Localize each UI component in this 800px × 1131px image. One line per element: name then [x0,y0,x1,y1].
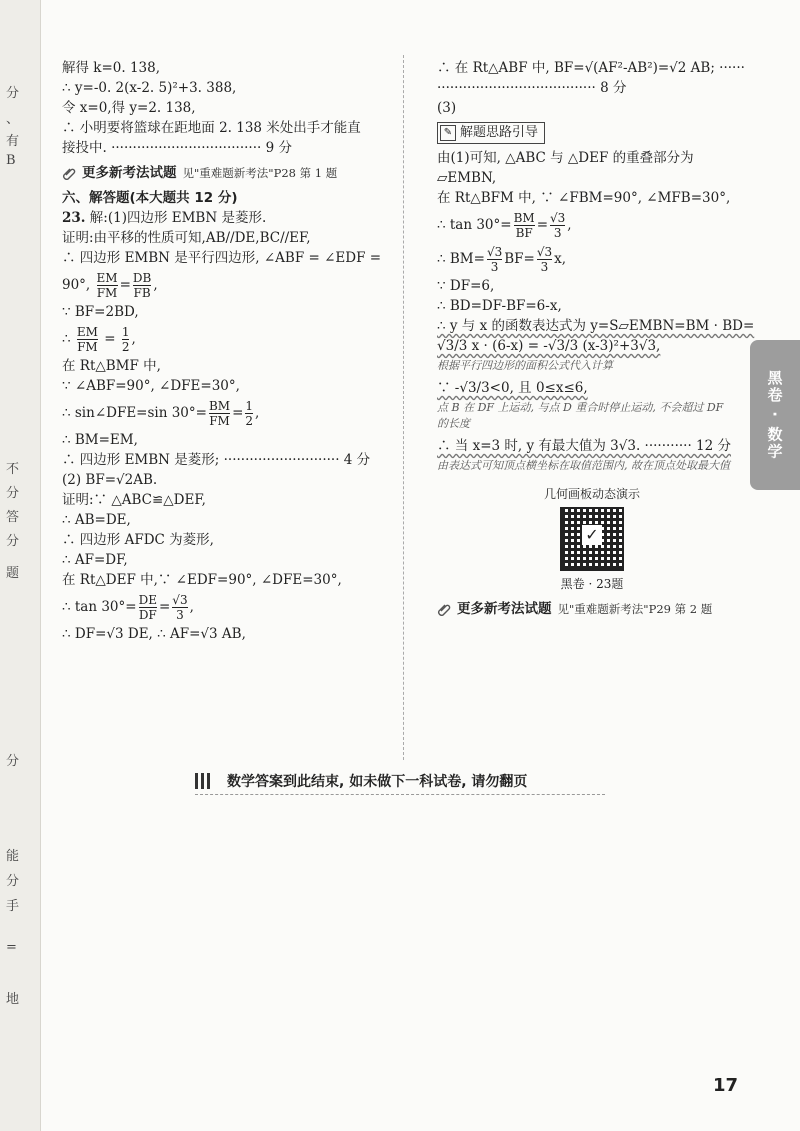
text-fragment: ∴ tan 30°= [437,217,512,233]
text-line: 接投中. ··································· 9 分 [62,140,292,156]
paperclip-icon [437,602,451,616]
text-fragment: ∴ [62,331,75,347]
edge-char: 分 [6,486,20,501]
text-line: √3/3 x · (6-x) = -√3/3 (x-3)²+3√3, [437,338,661,354]
text-line: ∵ BF=2BD, [62,304,139,320]
denominator: FM [96,286,118,300]
column-divider [403,55,404,760]
hint-label: 解题思路引导 [460,125,539,140]
text-line: ∴ 在 Rt△ABF 中, BF=√(AF²-AB²)=√2 AB; ······ [437,60,745,76]
text-line: ▱EMBN, [437,170,497,186]
edge-char: 分 [6,534,20,549]
hint-line [437,118,737,148]
edge-char: 、 [6,112,20,127]
fraction-line [62,268,392,302]
fraction-line [62,396,392,430]
edge-char: 能 [6,849,20,864]
text-line: 在 Rt△BFM 中, ∵ ∠FBM=90°, ∠MFB=30°, [437,190,731,206]
fraction [122,325,130,354]
edge-char: 手 [6,899,20,914]
qr-caption: 黑卷 · 23题 [560,577,624,591]
fraction [133,271,151,300]
text-line: ∴ y 与 x 的函数表达式为 y=S▱EMBN=BM · BD= [437,318,755,334]
numerator: 1 [245,399,254,413]
numerator: DB [132,271,152,285]
handwritten-note: 点 B 在 DF 上运动, 与点 D 重合时停止运动, 不会超过 DF 的长度 [437,401,724,430]
fraction-line [437,208,737,242]
text-fragment: = [119,277,131,293]
fraction-line [62,590,392,624]
more-questions-ref: 见"重难题新考法"P29 第 2 题 [557,602,713,616]
denominator: 3 [487,259,502,274]
text-line: 证明:∵ △ABC≌△DEF, [62,492,206,508]
numerator: √3 [486,245,503,259]
text-fragment: = [158,599,171,615]
text-fragment: , [255,405,260,421]
edge-char: 答 [6,510,20,525]
more-questions-title: 更多新考法试题 [457,601,552,617]
qr-title: 几何画板动态演示 [543,487,640,501]
denominator: 2 [245,414,254,428]
text-line: ····································· 8 分 [437,80,627,96]
numerator: DE [138,593,157,607]
subject-side-tab: 黑卷 · 数学 [750,340,800,490]
text-fragment: , [567,217,572,233]
more-questions-ref: 见"重难题新考法"P28 第 1 题 [182,166,338,180]
edge-char: = [6,940,17,955]
lightbulb-icon: ✎ [440,125,456,141]
fraction [514,211,535,240]
text-line: ∴ DF=√3 DE, ∴ AF=√3 AB, [62,626,246,642]
edge-char: 分 [6,874,20,889]
fraction [209,399,230,428]
more-questions-link[interactable] [62,163,392,183]
edge-char: 不 [6,462,20,477]
page-number: 17 [713,1075,739,1096]
banner-text: 数学答案到此结束, 如未做下一科试卷, 请勿翻页 [227,774,528,790]
text-line: 在 Rt△DEF 中,∵ ∠EDF=90°, ∠DFE=30°, [62,572,342,588]
text-line: 由(1)可知, △ABC 与 △DEF 的重叠部分为 [437,150,694,166]
text-fragment: BF= [504,251,535,267]
text-fragment: , [189,599,194,615]
denominator: 3 [172,607,187,622]
numerator: √3 [172,593,188,607]
fraction [172,593,187,622]
text-fragment: ∴ tan 30°= [62,599,137,615]
numerator: 1 [121,325,130,339]
text-line: ∵ -√3/3<0, 且 0≤x≤6, [437,380,588,396]
text-fragment: ∴ sin∠DFE=sin 30°= [62,405,207,421]
edge-char: B [6,153,16,168]
fraction [139,593,157,622]
denominator: BF [515,226,533,240]
numerator: EM [76,325,98,339]
numerator: √3 [536,245,553,259]
left-column [62,58,392,644]
text-line: 在 Rt△BMF 中, [62,358,161,374]
text-line: ∴ 四边形 EMBN 是菱形; ··························· 4 分 [62,452,371,468]
text-fragment: 90°, [62,277,95,293]
edge-char: 分 [6,86,20,101]
numerator: √3 [550,211,566,225]
text-line: ∴ AF=DF, [62,552,128,568]
fraction [77,325,98,354]
fraction [487,245,502,274]
text-line: 解得 k=0. 138, [62,60,161,76]
edge-char: 分 [6,754,20,769]
more-questions-title: 更多新考法试题 [82,165,177,181]
text-line: (2) BF=√2AB. [62,472,158,488]
edge-char: 有 [6,134,20,149]
text-fragment: x, [554,251,567,267]
previous-page-edge [0,0,41,1131]
handwritten-note: 由表达式可知顶点横坐标在取值范围内, 故在顶点处取最大值 [437,459,730,472]
text-fragment: = [99,331,120,347]
handwritten-note: 根据平行四边形的面积公式代入计算 [437,359,613,372]
signal-bars-icon [195,773,219,789]
text-line: ∴ BM=EM, [62,432,138,448]
denominator: FM [209,414,230,428]
edge-char: 地 [6,992,20,1007]
text-fragment: , [153,277,158,293]
fraction [245,399,253,428]
text-line: ∴ AB=DE, [62,512,131,528]
fraction [97,271,118,300]
qr-block [537,484,647,594]
text-line: 解:(1)四边形 EMBN 是菱形. [89,210,267,226]
denominator: 2 [121,340,130,354]
numerator: BM [208,399,231,413]
text-fragment: = [536,217,549,233]
denominator: DF [138,608,157,622]
text-fragment: = [232,405,244,421]
section-heading: 六、解答题(本大题共 12 分) [62,190,238,206]
denominator: 3 [537,259,552,274]
denominator: FM [77,340,98,354]
right-column [437,58,755,624]
text-line: ∴ 当 x=3 时, y 有最大值为 3√3. ··········· 12 分 [437,438,732,454]
edge-char: 题 [6,566,20,581]
text-line: ∵ DF=6, [437,278,495,294]
more-questions-link[interactable] [437,599,737,619]
denominator: FB [133,286,151,300]
question-line [62,208,392,228]
solution-hint-badge [437,122,545,144]
text-line: (3) [437,100,457,116]
denominator: 3 [550,225,565,240]
text-line: 证明:由平移的性质可知,AB//DE,BC//EF, [62,230,311,246]
text-fragment: ∴ BM= [437,251,485,267]
text-line: ∴ 四边形 AFDC 为菱形, [62,532,214,548]
fraction-line [437,242,737,276]
fraction-line [62,322,392,356]
text-line: ∴ y=-0. 2(x-2. 5)²+3. 388, [62,80,237,96]
text-line: ∵ ∠ABF=90°, ∠DFE=30°, [62,378,240,394]
text-line: ∴ 小明要将篮球在距地面 2. 138 米处出手才能直 [62,120,361,136]
end-of-answers-banner [195,768,605,795]
numerator: BM [513,211,535,225]
fraction [550,211,565,240]
text-fragment: , [131,331,136,347]
qr-code-icon[interactable] [560,507,624,571]
paperclip-icon [62,166,76,180]
text-line: ∴ BD=DF-BF=6-x, [437,298,562,314]
question-number: 23. [62,210,86,226]
text-line: ∴ 四边形 EMBN 是平行四边形, ∠ABF = ∠EDF = [62,250,382,266]
numerator: EM [96,271,118,285]
fraction [537,245,552,274]
text-line: 令 x=0,得 y=2. 138, [62,100,196,116]
